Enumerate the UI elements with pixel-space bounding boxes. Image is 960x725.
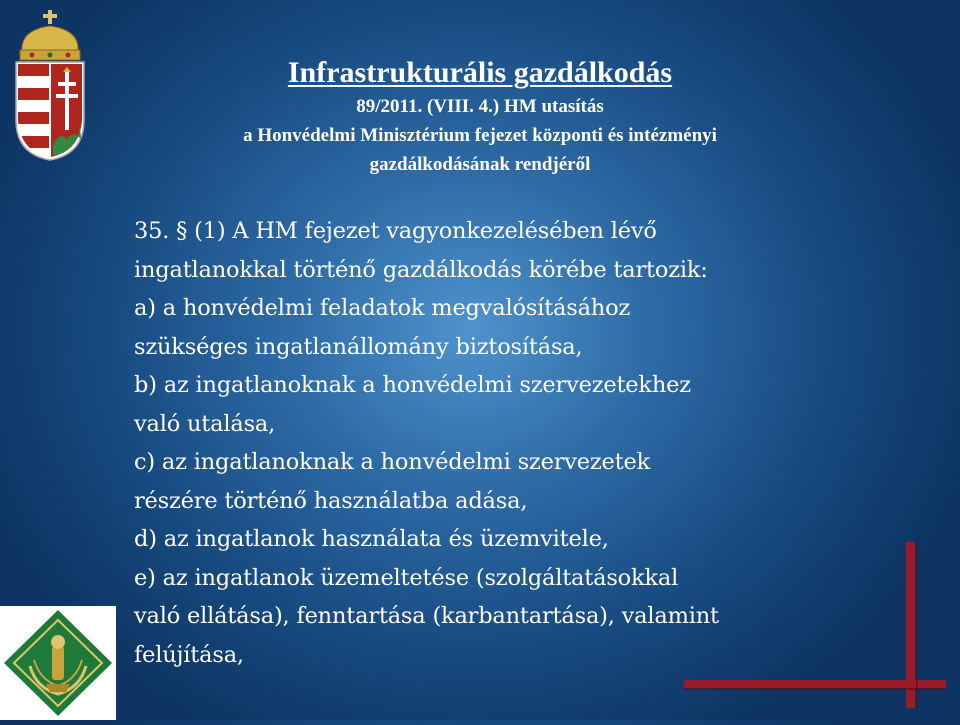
military-emblem xyxy=(0,606,116,720)
military-emblem-icon xyxy=(0,606,116,720)
body-line: szükséges ingatlanállomány biztosítása, xyxy=(134,333,583,360)
body-line: d) az ingatlanok használata és üzemvitele, xyxy=(134,526,609,552)
subtitle-line-1: 89/2011. (VIII. 4.) HM utasítás xyxy=(356,96,604,117)
body-line: részére történő használatba adása, xyxy=(134,487,528,514)
subtitle-line-3: gazdálkodásának rendjéről xyxy=(369,154,591,175)
body-line: ingatlanokkal történő gazdálkodás körébe tartozik: xyxy=(134,256,708,283)
body-line: felújítása, xyxy=(134,641,244,668)
corner-cross-decoration xyxy=(680,538,960,720)
body-line: c) az ingatlanoknak a honvédelmi szervezetek xyxy=(134,449,651,475)
subtitle-line-2: a Honvédelmi Minisztérium fejezet központi és intézményi xyxy=(243,125,717,146)
body-line: 35. § (1) A HM fejezet vagyonkezelésében lévő xyxy=(134,218,657,244)
body-line: e) az ingatlanok üzemeltetése (szolgáltatásokkal xyxy=(134,564,679,591)
body-line: b) az ingatlanoknak a honvédelmi szervezetekhez xyxy=(134,372,691,398)
body-line: való ellátása), fenntartása (karbantartása), valamint xyxy=(134,603,719,629)
title-block xyxy=(0,54,960,179)
page-title: Infrastrukturális gazdálkodás xyxy=(287,56,673,89)
body-line: a) a honvédelmi feladatok megvalósításához xyxy=(134,295,631,321)
body-line: való utalása, xyxy=(134,410,276,437)
